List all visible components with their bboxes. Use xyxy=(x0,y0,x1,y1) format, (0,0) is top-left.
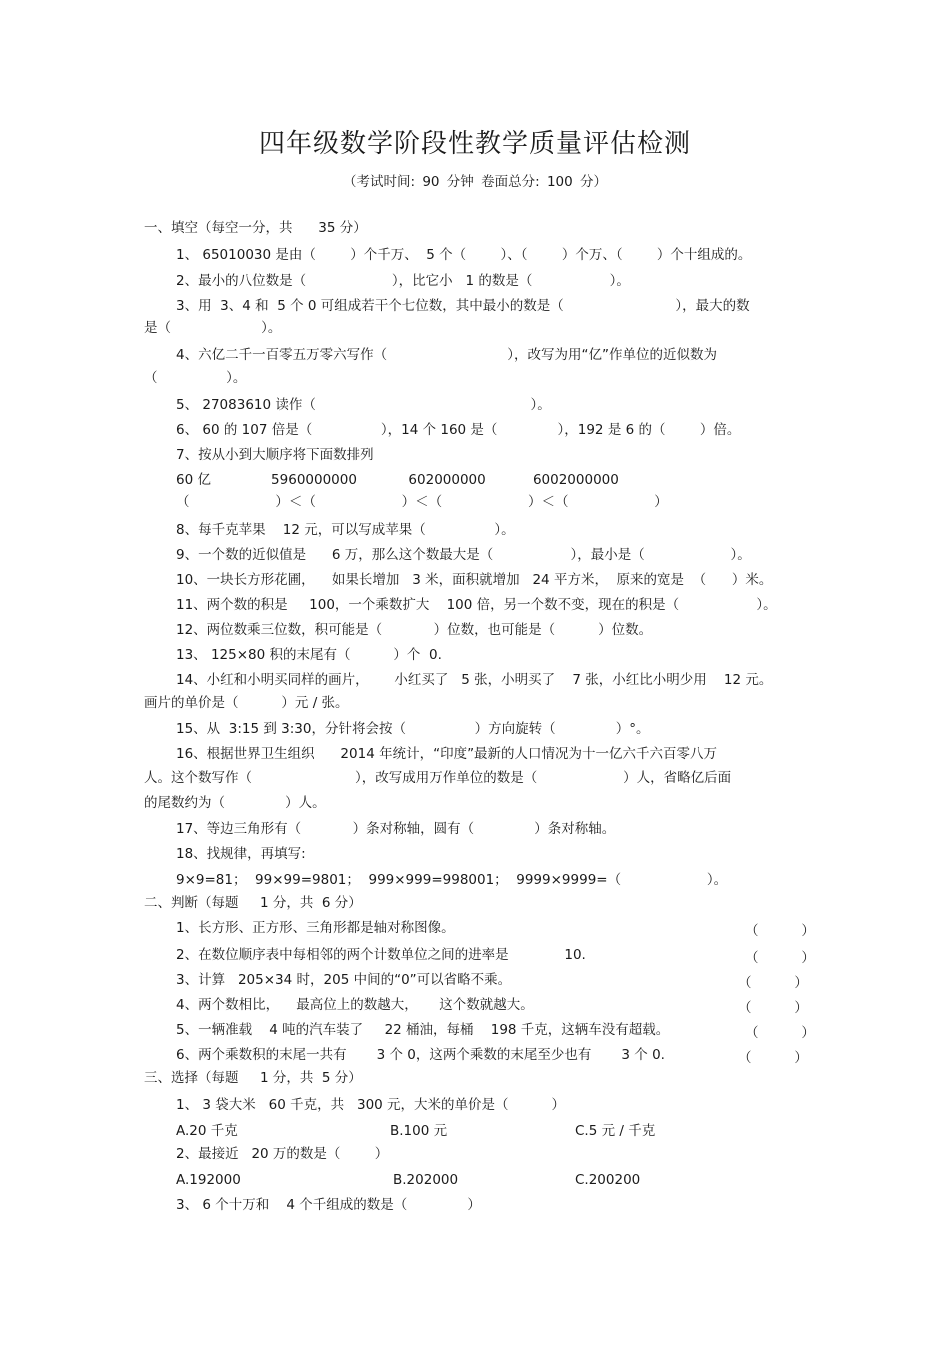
question-line: 17、等边三角形有（ ）条对称轴，圆有（ ）条对称轴。 xyxy=(176,821,616,837)
question-line: 画片的单价是（ ）元 / 张。 xyxy=(144,695,349,711)
judge-bracket: （ ） xyxy=(745,950,815,966)
judge-item: 4、两个数相比， 最高位上的数越大， 这个数就越大。 xyxy=(176,997,534,1013)
question-line: 9、一个数的近似值是 6 万，那么这个数最大是（ ），最小是（ ）。 xyxy=(176,547,751,563)
question-line: 18、找规律，再填写: xyxy=(176,846,306,862)
number-list: 60 亿 5960000000 602000000 6002000000 xyxy=(176,472,619,488)
question-line: 15、从 3:15 到 3:30，分针将会按（ ）方向旋转（ ）°。 xyxy=(176,721,650,737)
question-line: 7、按从小到大顺序将下面数排列 xyxy=(176,447,374,463)
question-line: 6、 60 的 107 倍是（ ），14 个 160 是（ ），192 是 6 的（ ）倍。 xyxy=(176,422,741,438)
judge-item: 3、计算 205×34 时，205 中间的“0”可以省略不乘。 xyxy=(176,972,512,988)
judge-bracket: （ ） xyxy=(745,1025,815,1041)
question-line: 1、 65010030 是由（ ）个千万、 5 个（ ）、（ ）个万、（ ）个十组成的。 xyxy=(176,247,752,263)
choice-option: C.5 元 / 千克 xyxy=(575,1123,656,1139)
section-heading-choice: 三、选择（每题 1 分，共 5 分） xyxy=(144,1070,362,1086)
judge-bracket: （ ） xyxy=(738,975,808,991)
choice-question: 1、 3 袋大米 60 千克，共 300 元，大米的单价是（ ） xyxy=(176,1097,565,1113)
choice-question: 2、最接近 20 万的数是（ ） xyxy=(176,1146,389,1162)
question-line: （ ）。 xyxy=(144,370,247,386)
choice-option: A.192000 xyxy=(176,1172,241,1188)
question-line: 人。这个数写作（ ），改写成用万作单位的数是（ ）人，省略亿后面 xyxy=(144,770,732,786)
section-heading-judge: 二、判断（每题 1 分，共 6 分） xyxy=(144,895,362,911)
judge-item: 5、一辆准载 4 吨的汽车装了 22 桶油，每桶 198 千克，这辆车没有超载。 xyxy=(176,1022,670,1038)
question-line: 13、 125×80 积的末尾有（ ）个 0. xyxy=(176,647,442,663)
choice-question: 3、 6 个十万和 4 个千组成的数是（ ） xyxy=(176,1197,481,1213)
question-line: 4、六亿二千一百零五万零六写作（ ），改写为用“亿”作单位的近似数为 xyxy=(176,347,717,363)
question-line: 5、 27083610 读作（ ）。 xyxy=(176,397,551,413)
question-line: 16、根据世界卫生组织 2014 年统计，“印度”最新的人口情况为十一亿六千六百零八万 xyxy=(176,746,718,762)
judge-bracket: （ ） xyxy=(738,1000,808,1016)
choice-option: C.200200 xyxy=(575,1172,641,1188)
question-line: 12、两位数乘三位数，积可能是（ ）位数，也可能是（ ）位数。 xyxy=(176,622,653,638)
question-line: 11、两个数的积是 100，一个乘数扩大 100 倍，另一个数不变，现在的积是（ ）。 xyxy=(176,597,777,613)
page-title: 四年级数学阶段性教学质量评估检测 xyxy=(258,129,691,159)
judge-item: 6、两个乘数积的末尾一共有 3 个 0，这两个乘数的末尾至少也有 3 个 0. xyxy=(176,1047,665,1063)
judge-bracket: （ ） xyxy=(738,1050,808,1066)
question-line: 的尾数约为（ ）人。 xyxy=(144,795,326,811)
question-line: 14、小红和小明买同样的画片， 小红买了 5 张，小明买了 7 张，小红比小明少用 12 元。 xyxy=(176,672,773,688)
choice-option: B.202000 xyxy=(393,1172,459,1188)
question-line: 10、一块长方形花圃， 如果长增加 3 米，面积就增加 24 平方米， 原来的宽是 （ ）米。 xyxy=(176,572,773,588)
question-line: 8、每千克苹果 12 元，可以写成苹果（ ）。 xyxy=(176,522,515,538)
question-line: 9×9=81； 99×99=9801； 999×999=998001； 9999×9999=（ ）。 xyxy=(176,872,728,888)
question-line: 是（ ）。 xyxy=(144,320,282,336)
choice-option: A.20 千克 xyxy=(176,1123,238,1139)
choice-option: B.100 元 xyxy=(390,1123,448,1139)
question-line: 2、最小的八位数是（ ），比它小 1 的数是（ ）。 xyxy=(176,273,630,289)
question-line: 3、用 3、4 和 5 个 0 可组成若干个七位数，其中最小的数是（ ），最大的数 xyxy=(176,298,750,314)
answer-brackets: （ ）＜（ ）＜（ ）＜（ ） xyxy=(176,494,668,510)
judge-bracket: （ ） xyxy=(745,923,815,939)
section-heading-fill-in: 一、填空（每空一分，共 35 分） xyxy=(144,220,367,236)
exam-info: （考试时间: 90 分钟 卷面总分: 100 分） xyxy=(343,174,607,190)
judge-item: 2、在数位顺序表中每相邻的两个计数单位之间的进率是 10. xyxy=(176,947,586,963)
judge-item: 1、长方形、正方形、三角形都是轴对称图像。 xyxy=(176,920,455,936)
